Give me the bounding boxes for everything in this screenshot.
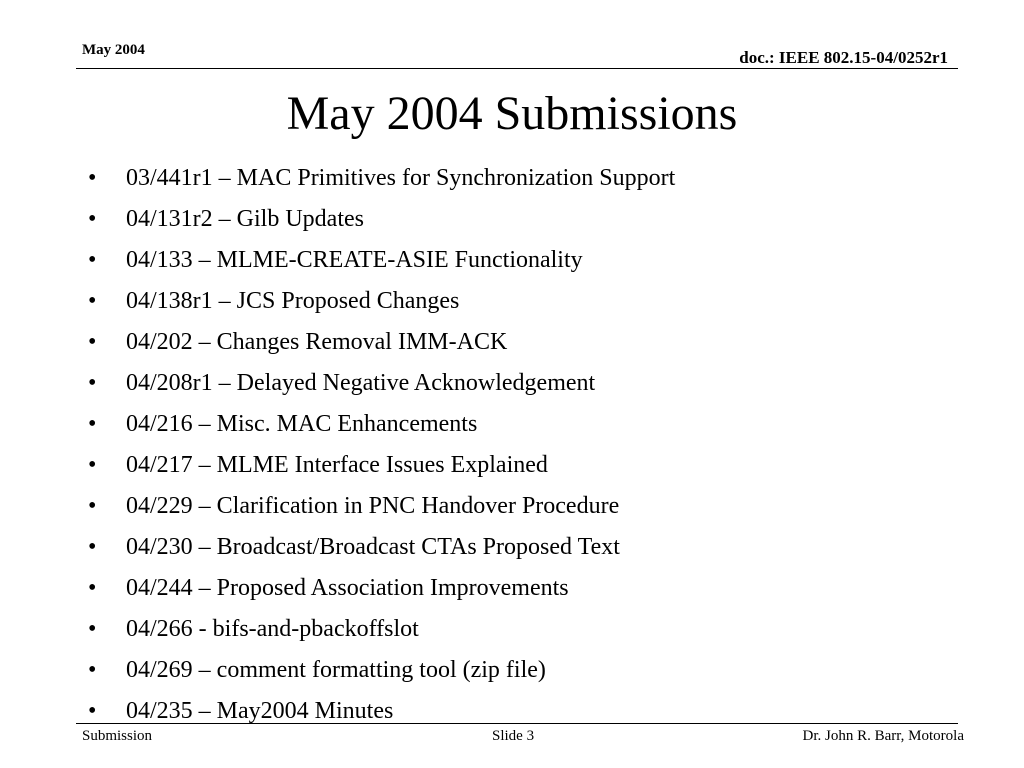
bullet-text: 04/208r1 – Delayed Negative Acknowledgement bbox=[126, 370, 596, 396]
bullet-item bbox=[88, 240, 675, 281]
bullet-item bbox=[88, 281, 675, 322]
bullet-item bbox=[88, 650, 675, 691]
bullet-text: 04/244 – Proposed Association Improvements bbox=[126, 575, 569, 601]
bullet-dot-icon: • bbox=[88, 370, 97, 396]
bullet-dot-icon: • bbox=[88, 575, 97, 601]
footer-author: Dr. John R. Barr, Motorola bbox=[802, 728, 964, 744]
bullet-dot-icon: • bbox=[88, 616, 97, 642]
bullet-item bbox=[88, 568, 675, 609]
bullet-text: 04/217 – MLME Interface Issues Explained bbox=[126, 452, 548, 478]
bullet-dot-icon: • bbox=[88, 206, 97, 232]
bullet-text: 04/229 – Clarification in PNC Handover Procedure bbox=[126, 493, 620, 519]
bullet-item bbox=[88, 363, 675, 404]
bullet-text: 04/133 – MLME-CREATE-ASIE Functionality bbox=[126, 247, 583, 273]
bullet-item bbox=[88, 486, 675, 527]
bullet-dot-icon: • bbox=[88, 534, 97, 560]
header-divider bbox=[76, 68, 958, 69]
bullet-dot-icon: • bbox=[88, 165, 97, 191]
bullet-item bbox=[88, 691, 675, 732]
bullet-text: 04/131r2 – Gilb Updates bbox=[126, 206, 364, 232]
footer-slide-number: Slide 3 bbox=[492, 728, 535, 744]
bullet-text: 04/230 – Broadcast/Broadcast CTAs Proposed Text bbox=[126, 534, 620, 560]
bullet-text: 04/138r1 – JCS Proposed Changes bbox=[126, 288, 460, 314]
bullet-item bbox=[88, 158, 675, 199]
bullet-dot-icon: • bbox=[88, 493, 97, 519]
bullet-item bbox=[88, 404, 675, 445]
bullet-text: 04/202 – Changes Removal IMM-ACK bbox=[126, 329, 508, 355]
bullet-text: 04/269 – comment formatting tool (zip file) bbox=[126, 657, 546, 683]
bullet-item bbox=[88, 445, 675, 486]
bullet-dot-icon: • bbox=[88, 452, 97, 478]
slide-title: May 2004 Submissions bbox=[286, 87, 738, 140]
bullet-dot-icon: • bbox=[88, 657, 97, 683]
footer-submission: Submission bbox=[82, 728, 153, 744]
bullet-text: 04/235 – May2004 Minutes bbox=[126, 698, 394, 724]
bullet-dot-icon: • bbox=[88, 247, 97, 273]
bullet-item bbox=[88, 322, 675, 363]
header-doc-id: doc.: IEEE 802.15-04/0252r1 bbox=[739, 48, 948, 67]
bullet-dot-icon: • bbox=[88, 698, 97, 724]
header-date: May 2004 bbox=[82, 42, 145, 58]
bullet-item bbox=[88, 527, 675, 568]
bullet-text: 04/216 – Misc. MAC Enhancements bbox=[126, 411, 478, 437]
bullet-text: 03/441r1 – MAC Primitives for Synchronization Support bbox=[126, 165, 676, 191]
bullet-dot-icon: • bbox=[88, 411, 97, 437]
bullet-list bbox=[88, 158, 675, 732]
bullet-item bbox=[88, 199, 675, 240]
bullet-dot-icon: • bbox=[88, 329, 97, 355]
bullet-text: 04/266 - bifs-and-pbackoffslot bbox=[126, 616, 419, 642]
bullet-item bbox=[88, 609, 675, 650]
footer-divider bbox=[76, 723, 958, 724]
bullet-dot-icon: • bbox=[88, 288, 97, 314]
